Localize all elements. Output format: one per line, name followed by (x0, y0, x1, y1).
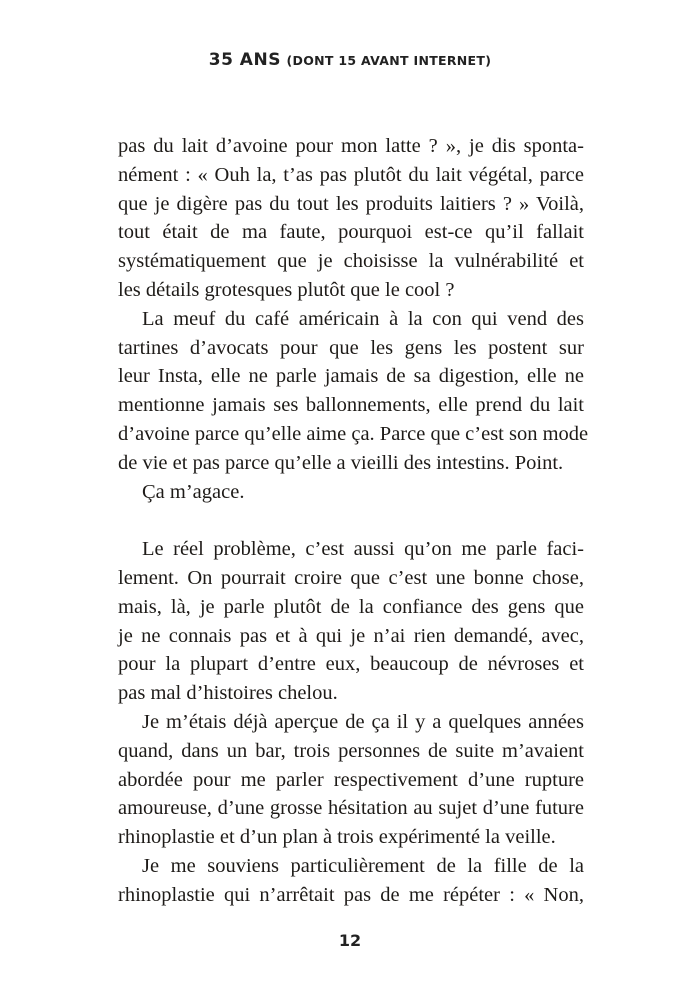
paragraph (118, 708, 584, 852)
text-line: tartines d’avocats pour que les gens les postent sur (118, 336, 584, 359)
text-line: mais, là, je parle plutôt de la confiance des gens que (118, 595, 584, 618)
text-line: tout était de ma faute, pourquoi est-ce qu’il fallait (118, 221, 584, 244)
text-line: mentionne jamais ses ballonnements, elle prend du lait (118, 394, 584, 417)
text-line: de vie et pas parce qu’elle a vieilli des intestins. Point. (118, 451, 564, 474)
section-break (118, 506, 584, 535)
paragraph (118, 305, 589, 478)
text-line: d’avoine parce qu’elle aime ça. Parce que c’est son mode (118, 422, 589, 445)
text-line: Je m’étais déjà aperçue de ça il y a quelques années (142, 710, 584, 733)
paragraph (118, 132, 584, 305)
text-line: quand, dans un bar, trois personnes de suite m’avaient (118, 739, 584, 762)
page-number: 12 (338, 931, 362, 950)
body-text (118, 132, 589, 910)
running-header (0, 50, 700, 70)
text-line: La meuf du café américain à la con qui vend des (142, 307, 584, 330)
paragraph (118, 535, 584, 708)
text-line: rhinoplastie qui n’arrêtait pas de me répéter : « Non, (118, 883, 584, 906)
paragraph (118, 478, 584, 507)
text-line: Ça m’agace. (142, 480, 245, 503)
text-line: Le réel problème, c’est aussi qu’on me parle faci- (142, 538, 584, 561)
text-line: nément : « Ouh la, t’as pas plutôt du lait végétal, parce (118, 163, 584, 186)
header-title: 35 ANS (208, 50, 281, 70)
text-line: leur Insta, elle ne parle jamais de sa digestion, elle ne (118, 365, 584, 388)
text-line: les détails grotesques plutôt que le cool ? (118, 278, 455, 301)
text-line: amoureuse, d’une grosse hésitation au sujet d’une future (118, 797, 584, 820)
text-line: pour la plupart d’entre eux, beaucoup de névroses et (118, 653, 584, 676)
text-line: abordée pour me parler respectivement d’une rupture (118, 768, 584, 791)
text-line: rhinoplastie et d’un plan à trois expérimenté la veille. (118, 826, 556, 849)
text-line: je ne connais pas et à qui je n’ai rien demandé, avec, (118, 624, 584, 647)
text-line: pas mal d’histoires chelou. (118, 682, 338, 705)
text-line: Je me souviens particulièrement de la fille de la (142, 854, 584, 877)
text-line: lement. On pourrait croire que c’est une bonne chose, (118, 566, 584, 589)
paragraph (118, 852, 584, 910)
header-subtitle: (DONT 15 AVANT INTERNET) (286, 53, 492, 68)
text-line: que je digère pas du tout les produits laitiers ? » Voilà, (118, 192, 584, 215)
text-line: systématiquement que je choisisse la vulnérabilité et (118, 250, 584, 273)
text-line: pas du lait d’avoine pour mon latte ? », je dis sponta- (118, 135, 584, 157)
